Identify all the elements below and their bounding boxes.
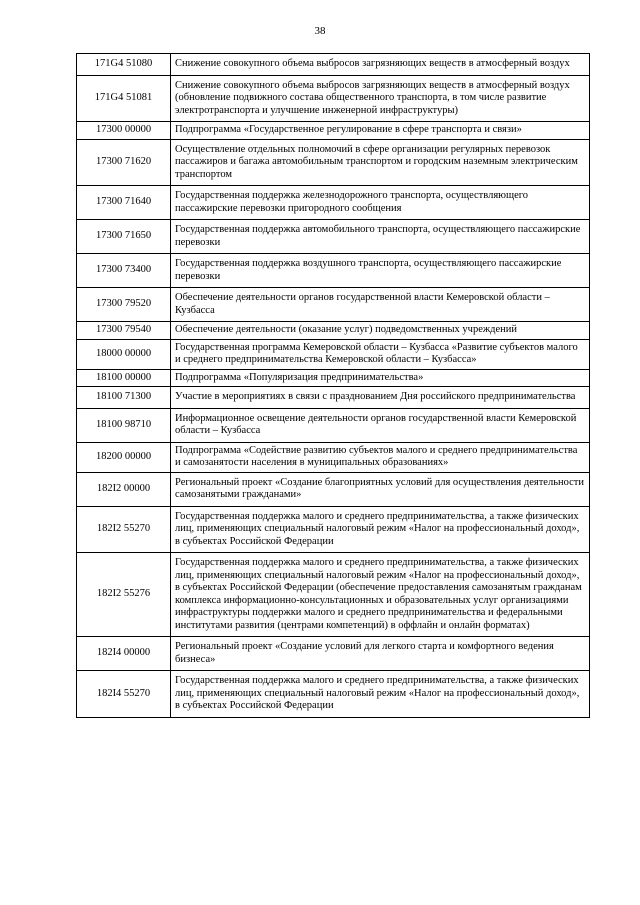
row-name: Подпрограмма «Популяризация предпринимательства»: [171, 369, 590, 387]
table-row: [77, 408, 590, 442]
row-code: 171G4 51081: [77, 75, 171, 122]
row-name: Участие в мероприятиях в связи с празднованием Дня российского предпринимательства: [171, 387, 590, 409]
table-row: [77, 387, 590, 409]
row-name: Государственная поддержка воздушного транспорта, осуществляющего пассажирские перевозки: [171, 254, 590, 288]
table-row: [77, 186, 590, 220]
row-code: 182I4 00000: [77, 637, 171, 671]
page-number: 38: [314, 25, 326, 37]
row-code: 182I2 55270: [77, 506, 171, 553]
row-name: Государственная поддержка малого и среднего предпринимательства, а также физических лиц, применяющих специальный налоговый режим «Налог на профессиональный доход», в субъектах Российской Федерации: [171, 671, 590, 718]
row-code: 17300 71640: [77, 186, 171, 220]
row-name: Информационное освещение деятельности органов государственной власти Кемеровской области – Кузбасса: [171, 408, 590, 442]
row-code: 17300 79540: [77, 322, 171, 340]
table-row: [77, 322, 590, 340]
budget-classification-table: [76, 53, 590, 718]
table-row: [77, 339, 590, 369]
table-row: [77, 54, 590, 76]
table-row: [77, 75, 590, 122]
row-name: Подпрограмма «Государственное регулирование в сфере транспорта и связи»: [171, 122, 590, 140]
row-name: Обеспечение деятельности органов государственной власти Кемеровской области – Кузбасса: [171, 288, 590, 322]
table-row: [77, 637, 590, 671]
table-row: [77, 254, 590, 288]
row-name: Государственная программа Кемеровской области – Кузбасса «Развитие субъектов малого и среднего предпринимательства Кемеровской области – Кузбасса»: [171, 339, 590, 369]
row-code: 182I2 00000: [77, 472, 171, 506]
row-name: Региональный проект «Создание благоприятных условий для осуществления деятельности самозанятыми гражданами»: [171, 472, 590, 506]
row-code: 182I4 55270: [77, 671, 171, 718]
table-row: [77, 472, 590, 506]
row-code: 17300 71650: [77, 220, 171, 254]
row-name: Региональный проект «Создание условий для легкого старта и комфортного ведения бизнеса»: [171, 637, 590, 671]
row-code: 182I2 55276: [77, 553, 171, 637]
table-row: [77, 220, 590, 254]
table-row: [77, 506, 590, 553]
row-code: 171G4 51080: [77, 54, 171, 76]
row-name: Снижение совокупного объема выбросов загрязняющих веществ в атмосферный воздух: [171, 54, 590, 76]
row-name: Государственная поддержка железнодорожного транспорта, осуществляющего пассажирские перевозки пригородного сообщения: [171, 186, 590, 220]
row-name: Снижение совокупного объема выбросов загрязняющих веществ в атмосферный воздух (обновление подвижного состава общественного транспорта, в том числе развитие электротранспорта и улучшение инженерной инфраструктуры): [171, 75, 590, 122]
table-row: [77, 671, 590, 718]
row-name: Государственная поддержка автомобильного транспорта, осуществляющего пассажирские перевозки: [171, 220, 590, 254]
table-row: [77, 442, 590, 472]
row-name: Государственная поддержка малого и среднего предпринимательства, а также физических лиц, применяющих специальный налоговый режим «Налог на профессиональный доход», в субъектах Российской Федерации (обеспечение предоставления самозанятым гражданам комплекса информационно-консультационных и образовательных услуг организациями инфраструктуры поддержки малого и среднего предпринимательства и федеральными институтами развития (центрами компетенций) в оффлайн и онлайн форматах): [171, 553, 590, 637]
row-code: 18100 71300: [77, 387, 171, 409]
table-row: [77, 369, 590, 387]
row-code: 17300 73400: [77, 254, 171, 288]
row-name: Обеспечение деятельности (оказание услуг) подведомственных учреждений: [171, 322, 590, 340]
row-code: 18200 00000: [77, 442, 171, 472]
row-name: Государственная поддержка малого и среднего предпринимательства, а также физических лиц, применяющих специальный налоговый режим «Налог на профессиональный доход», в субъектах Российской Федерации: [171, 506, 590, 553]
table-row: [77, 288, 590, 322]
row-code: 18100 00000: [77, 369, 171, 387]
row-code: 17300 00000: [77, 122, 171, 140]
row-code: 17300 71620: [77, 139, 171, 186]
row-code: 18000 00000: [77, 339, 171, 369]
table-row: [77, 122, 590, 140]
row-name: Подпрограмма «Содействие развитию субъектов малого и среднего предпринимательства и самозанятости населения в муниципальных образованиях»: [171, 442, 590, 472]
row-name: Осуществление отдельных полномочий в сфере организации регулярных перевозок пассажиров и багажа автомобильным транспортом и городским наземным электрическим транспортом: [171, 139, 590, 186]
table-row: [77, 139, 590, 186]
row-code: 18100 98710: [77, 408, 171, 442]
table-row: [77, 553, 590, 637]
row-code: 17300 79520: [77, 288, 171, 322]
